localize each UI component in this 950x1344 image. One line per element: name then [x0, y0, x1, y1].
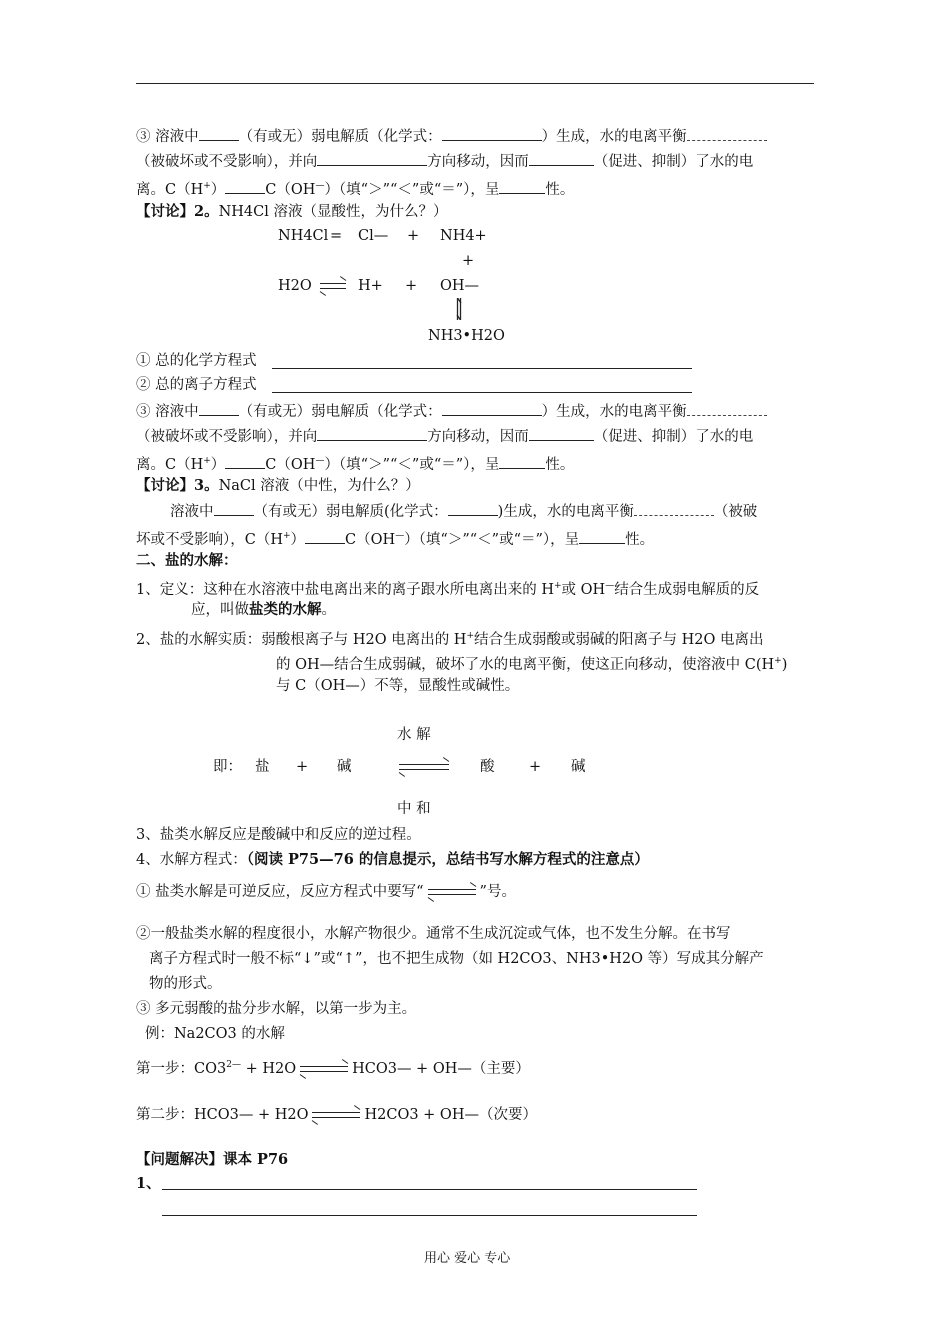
problem-number-1: 1、: [136, 1175, 161, 1192]
scheme-cl: Cl—: [358, 228, 389, 244]
answer-line-1a[interactable]: [162, 1189, 697, 1190]
step1: 第一步：$CO3^{2—} + H2O$ HCO3— + OH—（主要）: [136, 1060, 530, 1077]
q-ion-eq: ② 总的离子方程式: [136, 377, 257, 393]
rule2-line1: ②一般盐类水解的程度很小，水解产物很少。通常不生成沉淀或气体，也不发生分解。在书写: [136, 926, 731, 942]
definition-line2: 应，叫做盐类的水解。: [191, 601, 336, 618]
section2-heading: 二、盐的水解：: [136, 552, 238, 569]
d2-line1: ③ 溶液中 （有或无）弱电解质（化学式： ）生成，水的电离平衡: [136, 401, 767, 422]
discuss2-title: 【讨论】2。NH4Cl 溶液（显酸性，为什么？）: [136, 203, 448, 220]
scheme-eq: =: [330, 228, 343, 244]
scheme-plus-vertical: +: [462, 253, 475, 269]
eq-plus-left: +: [296, 759, 309, 775]
essence-line2: 的 OH—结合生成弱碱，破坏了水的电离平衡，使这正向移动，使溶液中 C(H+): [276, 656, 788, 673]
step2: 第二步：HCO3— + H2O H2CO3 + OH—（次要）: [136, 1107, 537, 1123]
label-neutralization: 中 和: [397, 801, 431, 817]
rule1: ① 盐类水解是可逆反应，反应方程式中要写“ ”号。: [136, 884, 516, 900]
answer-line-ion-eq[interactable]: [272, 392, 692, 393]
eq-salt: 盐: [255, 759, 270, 775]
d2-line3: 离。C（H+） C（OH—）（填“＞”“＜”或“＝”），呈 性。: [136, 451, 574, 475]
label-hydrolysis: 水 解: [397, 727, 431, 743]
answer-line-chem-eq[interactable]: [272, 368, 692, 369]
d3-line2: 坏或不受影响），C（H+） C（OH—）（填“＞”“＜”或“＝”），呈 性。: [136, 526, 654, 550]
scheme-nh4cl: NH4Cl: [278, 228, 329, 244]
scheme-h: H+: [358, 278, 383, 294]
answer-line-1b[interactable]: [162, 1215, 697, 1216]
point4: 4、水解方程式：（阅读 P75—76 的信息提示，总结书写水解方程式的注意点）: [136, 851, 649, 868]
point3: 3、盐类水解反应是酸碱中和反应的逆过程。: [136, 827, 421, 843]
scheme-h2o: H2O: [278, 278, 312, 294]
vertical-equilibrium-arrow-icon: [455, 298, 463, 320]
discuss3-title: 【讨论】3。NaCl 溶液（中性，为什么？）: [136, 477, 420, 494]
s1-line3: 离。C（H+） C（OH—）（填“＞”“＜”或“＝”），呈 性。: [136, 176, 574, 200]
eq-base-left: 碱: [337, 759, 352, 775]
essence-line1: 2、盐的水解实质：弱酸根离子与 H2O 电离出的 H+结合生成弱酸或弱碱的阳离子与 H2O 电离出: [136, 631, 764, 648]
example-label: 例：Na2CO3 的水解: [145, 1026, 285, 1042]
footer-text: 用心 爱心 专心: [424, 1251, 511, 1266]
scheme-equilibrium-arrow: [316, 276, 350, 296]
definition-line1: 1、定义：这种在水溶液中盐电离出来的离子跟水所电离出来的 H+或 OH—结合生成弱电解质的反: [136, 581, 760, 598]
eq-plus-right: +: [529, 759, 542, 775]
problem-heading: 【问题解决】课本 P76: [136, 1151, 289, 1168]
header-rule: [136, 83, 814, 84]
eq-ji: 即：: [213, 759, 242, 775]
scheme-oh: OH—: [440, 278, 480, 294]
scheme-plus2: +: [405, 278, 418, 294]
eq-equilibrium-arrow: [395, 757, 453, 777]
scheme-nh3h2o: NH3•H2O: [428, 328, 505, 344]
d3-line1: 溶液中 （有或无）弱电解质(化学式： )生成，水的电离平衡 （被破: [170, 501, 757, 522]
eq-acid: 酸: [480, 759, 495, 775]
s1-line1: ③ 溶液中 （有或无）弱电解质（化学式： ）生成，水的电离平衡: [136, 126, 767, 147]
d2-line2: （被破坏或不受影响），并向 方向移动，因而 （促进、抑制）了水的电: [136, 426, 753, 447]
rule3: ③ 多元弱酸的盐分步水解，以第一步为主。: [136, 1001, 417, 1017]
s1-line2: （被破坏或不受影响），并向 方向移动，因而 （促进、抑制）了水的电: [136, 151, 753, 172]
scheme-nh4: NH4+: [440, 228, 487, 244]
q-chem-eq: ① 总的化学方程式: [136, 353, 257, 369]
rule2-line2: 离子方程式时一般不标“↓”或“↑”，也不把生成物（如 H2CO3、NH3•H2O 等）写成其分解产: [149, 951, 764, 967]
scheme-plus1: +: [407, 228, 420, 244]
essence-line3: 与 C（OH—）不等，显酸性或碱性。: [276, 678, 520, 694]
rule2-line3: 物的形式。: [149, 976, 222, 992]
eq-base-right: 碱: [571, 759, 586, 775]
